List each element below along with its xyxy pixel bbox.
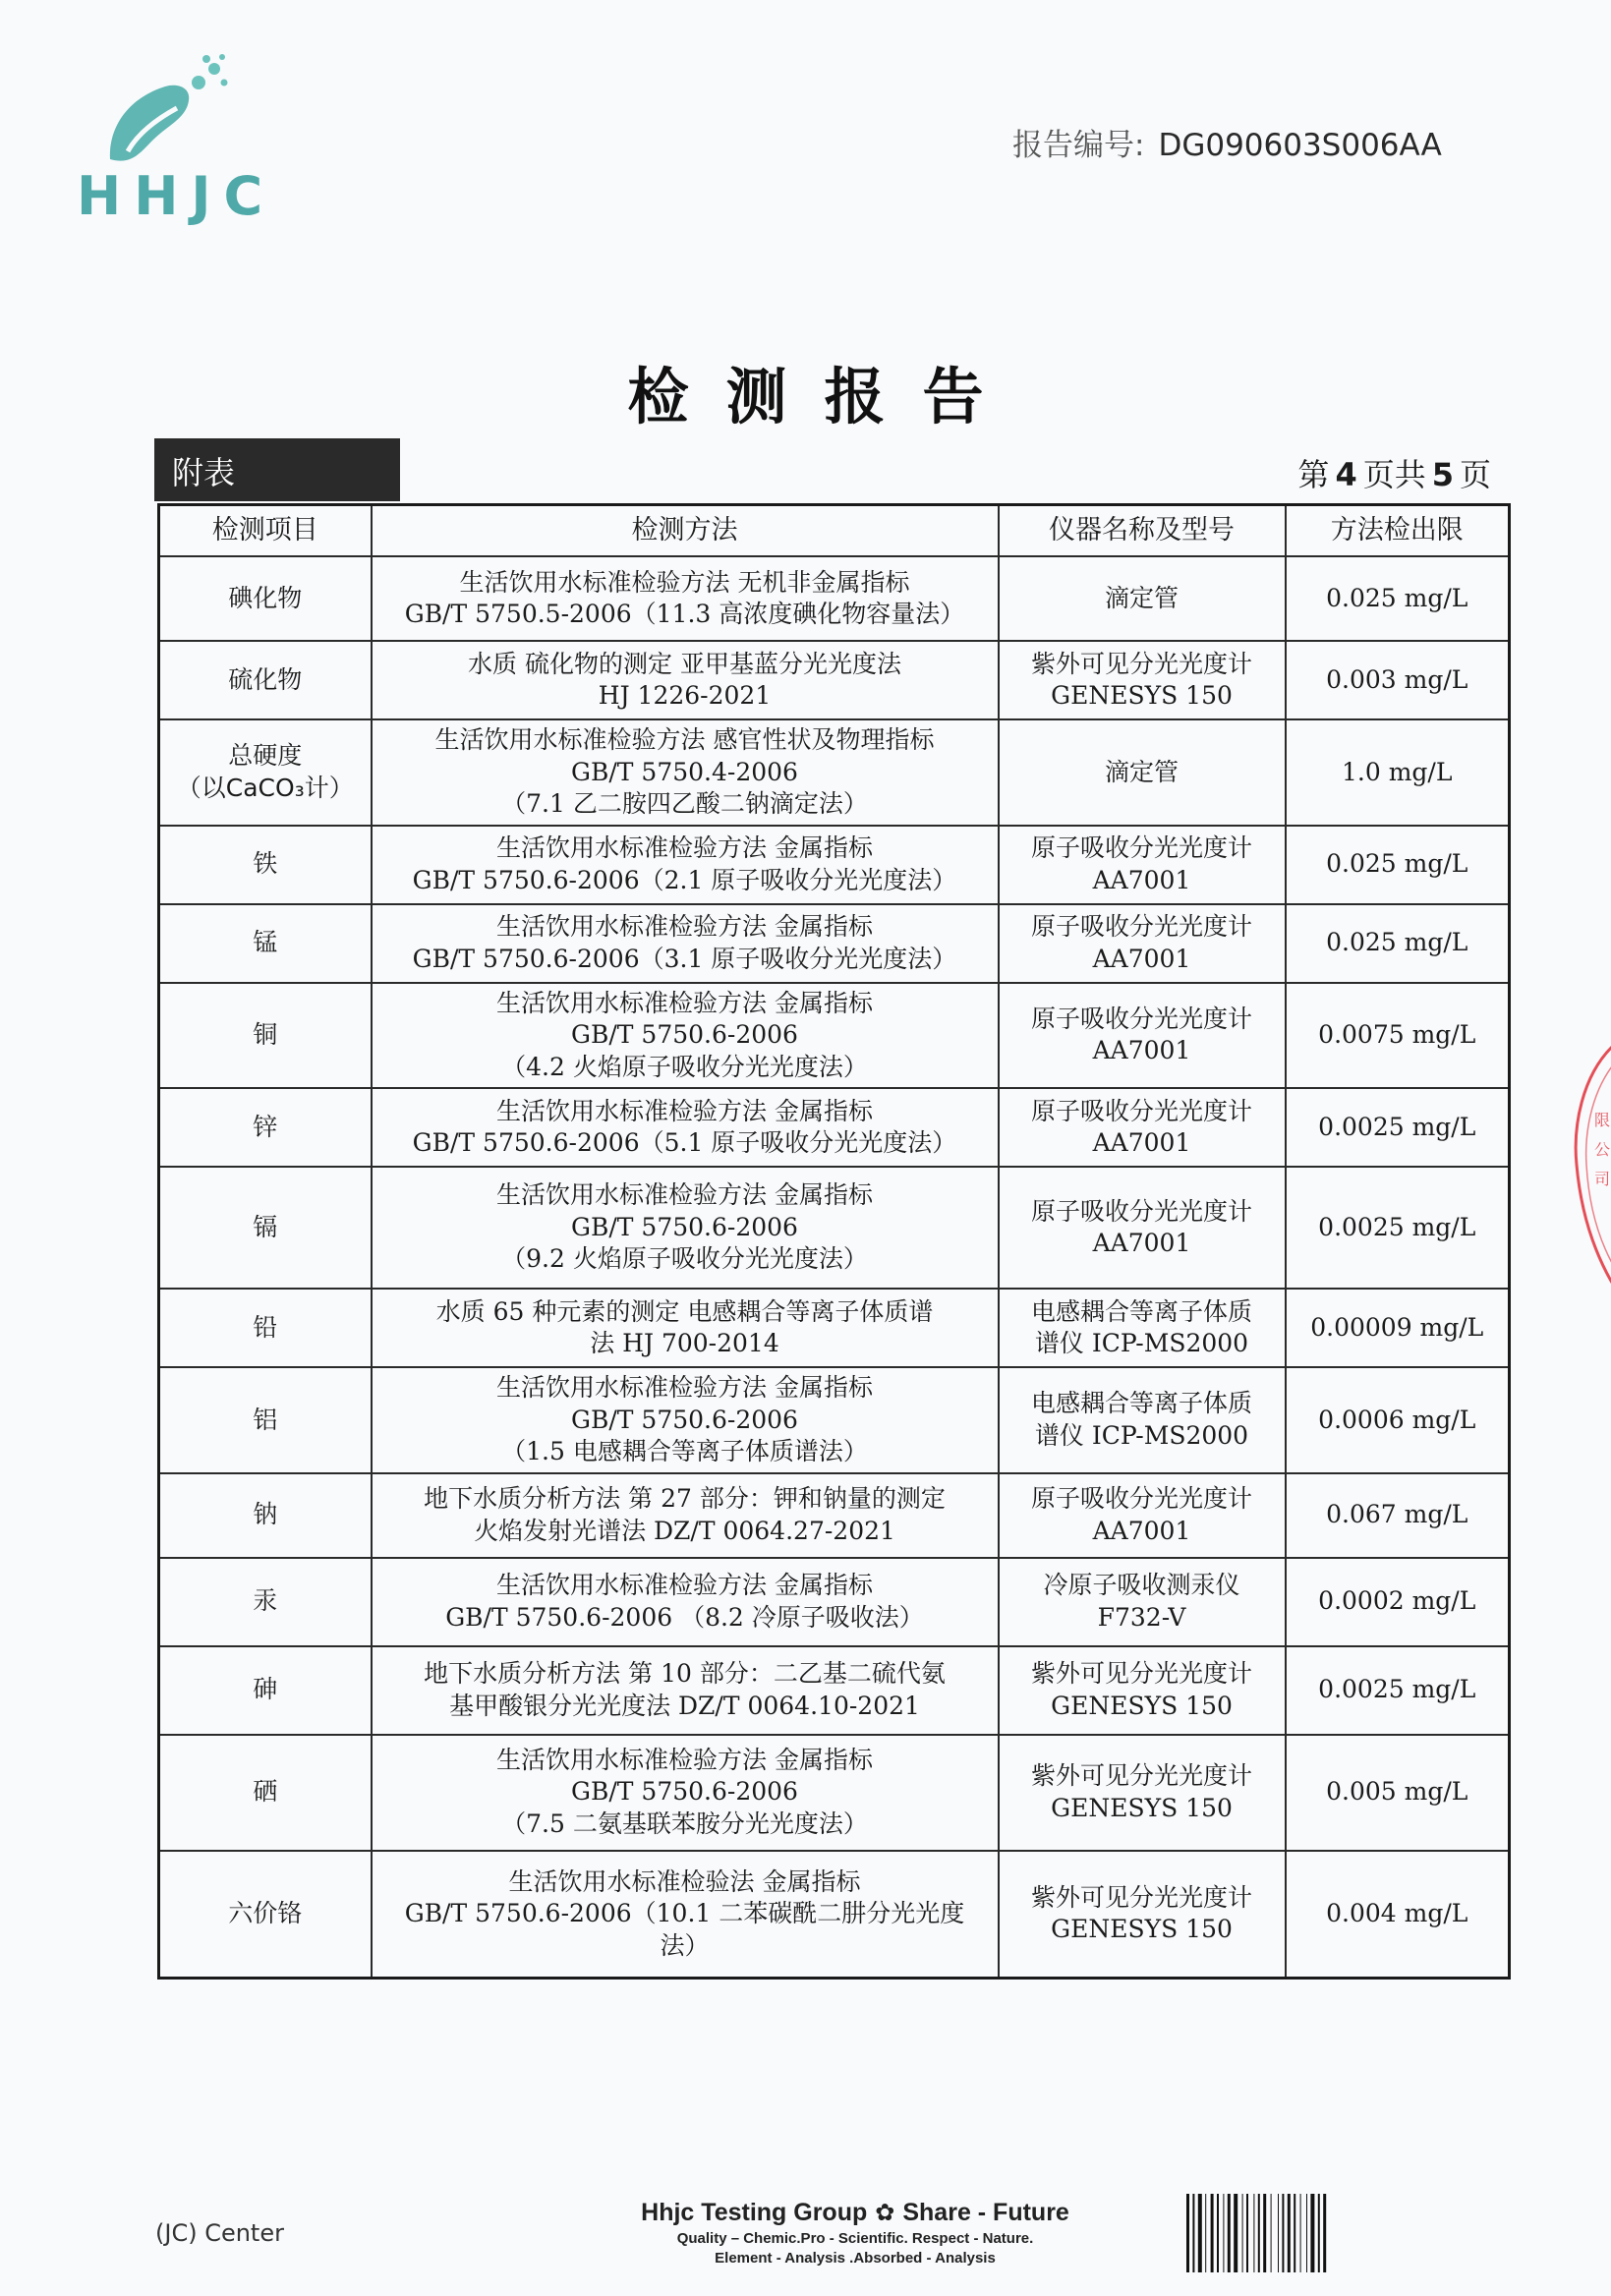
instrument-cell-line: 原子吸收分光光度计	[1030, 1484, 1252, 1513]
header-limit: 方法检出限	[1286, 505, 1510, 557]
test-method-cell-line: （7.1 乙二胺四乙酸二钠滴定法）	[501, 789, 868, 818]
report-number-value: DG090603S006AA	[1158, 128, 1442, 163]
test-method-cell-line: GB/T 5750.6-2006 （8.2 冷原子吸收法）	[445, 1602, 924, 1632]
instrument-cell-line: 紫外可见分光光度计	[1030, 1761, 1252, 1790]
instrument-cell-line: 紫外可见分光光度计	[1030, 1882, 1252, 1912]
instrument-cell-line: GENESYS 150	[1051, 1915, 1233, 1944]
instrument-cell-line: 电感耦合等离子体质	[1030, 1296, 1252, 1326]
test-method-cell	[372, 641, 999, 719]
barcode	[1184, 2194, 1425, 2272]
test-method-cell-line: 生活饮用水标准检验方法 金属指标	[496, 833, 873, 862]
test-method-cell-line: （1.5 电感耦合等离子体质谱法）	[501, 1437, 868, 1465]
instrument-cell	[999, 1167, 1286, 1289]
svg-text:限: 限	[1594, 1111, 1611, 1129]
instrument-cell-line: AA7001	[1092, 944, 1191, 973]
instrument-cell-line: 原子吸收分光光度计	[1030, 1196, 1252, 1226]
test-method-cell-line: GB/T 5750.6-2006（2.1 原子吸收分光光度法）	[412, 865, 957, 894]
test-item-cell	[159, 1735, 372, 1851]
detection-limit-cell: 0.0002 mg/L	[1286, 1558, 1510, 1646]
instrument-cell-line: GENESYS 150	[1051, 681, 1233, 710]
test-method-cell-line: （4.2 火焰原子吸收分光光度法）	[501, 1052, 868, 1081]
footer-brand-right: Share - Future	[902, 2199, 1069, 2226]
test-method-cell	[372, 1088, 999, 1167]
test-method-cell-line: 水质 65 种元素的测定 电感耦合等离子体质谱	[435, 1296, 934, 1326]
instrument-cell	[999, 1088, 1286, 1167]
test-item-cell-line: 砷	[253, 1675, 278, 1704]
test-item-cell	[159, 904, 372, 983]
detection-limit-cell: 1.0 mg/L	[1286, 719, 1510, 826]
table-row	[159, 641, 1510, 719]
table-row	[159, 719, 1510, 826]
test-item-cell-line: 铜	[253, 1020, 278, 1049]
test-method-cell-line: GB/T 5750.6-2006	[571, 1405, 798, 1434]
test-method-cell-line: 生活饮用水标准检验方法 金属指标	[496, 988, 873, 1017]
test-method-cell-line: 生活饮用水标准检验方法 金属指标	[496, 1180, 873, 1210]
instrument-cell	[999, 1558, 1286, 1646]
instrument-cell	[999, 983, 1286, 1089]
test-item-cell	[159, 1088, 372, 1167]
test-item-cell-line: 汞	[253, 1586, 278, 1616]
instrument-cell	[999, 1851, 1286, 1979]
table-row	[159, 904, 1510, 983]
instrument-cell-line: GENESYS 150	[1051, 1793, 1233, 1822]
test-method-cell-line: 火焰发射光谱法 DZ/T 0064.27-2021	[474, 1516, 895, 1545]
table-row	[159, 1473, 1510, 1558]
detection-limit-cell: 0.005 mg/L	[1286, 1735, 1510, 1851]
detection-limit-cell: 0.025 mg/L	[1286, 904, 1510, 983]
table-row	[159, 1088, 1510, 1167]
test-method-cell	[372, 1289, 999, 1367]
instrument-cell-line: AA7001	[1092, 1128, 1191, 1157]
test-method-cell	[372, 1558, 999, 1646]
test-item-cell-line: 硒	[253, 1777, 278, 1807]
table-row	[159, 826, 1510, 904]
instrument-cell	[999, 641, 1286, 719]
test-item-cell-line: 硫化物	[228, 664, 303, 694]
test-method-cell-line: 生活饮用水标准检验方法 金属指标	[496, 1096, 873, 1125]
test-method-cell-line: HJ 1226-2021	[598, 681, 772, 710]
test-item-cell	[159, 1851, 372, 1979]
test-item-cell-line: 六价铬	[228, 1899, 303, 1927]
test-method-cell-line: （7.5 二氨基联苯胺分光光度法）	[501, 1808, 868, 1838]
test-item-cell	[159, 1367, 372, 1473]
instrument-cell	[999, 1735, 1286, 1851]
test-item-cell	[159, 1558, 372, 1646]
test-item-cell	[159, 826, 372, 904]
detection-limit-cell: 0.025 mg/L	[1286, 826, 1510, 904]
instrument-cell-line: F732-V	[1097, 1602, 1186, 1632]
test-item-cell-line: 锌	[253, 1112, 278, 1141]
instrument-cell	[999, 1473, 1286, 1558]
table-row	[159, 1851, 1510, 1979]
seal-stamp	[1573, 1037, 1611, 1292]
test-method-cell-line: GB/T 5750.6-2006	[571, 1020, 798, 1049]
instrument-cell-line: 原子吸收分光光度计	[1030, 833, 1252, 862]
page-prefix: 第	[1297, 456, 1330, 493]
test-method-cell-line: GB/T 5750.6-2006（10.1 二苯碳酰二肼分光光度	[404, 1899, 965, 1927]
test-item-cell-line: 镉	[253, 1212, 278, 1241]
table-row	[159, 983, 1510, 1089]
appendix-label: 附表	[154, 438, 400, 501]
table-header-row	[159, 505, 1510, 557]
instrument-cell	[999, 1367, 1286, 1473]
test-method-cell	[372, 1367, 999, 1473]
test-item-cell-line: 钠	[253, 1500, 278, 1529]
test-method-cell-line: GB/T 5750.6-2006	[571, 1212, 798, 1241]
instrument-cell-line: AA7001	[1092, 865, 1191, 894]
flower-icon: ✿	[875, 2200, 895, 2226]
test-method-cell	[372, 719, 999, 826]
svg-text:司: 司	[1594, 1170, 1611, 1188]
instrument-cell-line: GENESYS 150	[1051, 1691, 1233, 1720]
instrument-cell-line: 紫外可见分光光度计	[1030, 649, 1252, 678]
detection-limit-cell: 0.025 mg/L	[1286, 556, 1510, 641]
detection-limit-cell: 0.0006 mg/L	[1286, 1367, 1510, 1473]
page-current: 4	[1335, 456, 1357, 493]
header-instrument: 仪器名称及型号	[999, 505, 1286, 557]
test-item-cell	[159, 556, 372, 641]
instrument-cell-line: 电感耦合等离子体质	[1030, 1389, 1252, 1418]
test-item-cell-line: 碘化物	[228, 583, 303, 612]
instrument-cell-line: AA7001	[1092, 1036, 1191, 1065]
detection-limit-cell: 0.067 mg/L	[1286, 1473, 1510, 1558]
instrument-cell	[999, 556, 1286, 641]
table-row	[159, 1558, 1510, 1646]
test-item-cell	[159, 1646, 372, 1735]
test-method-cell-line: GB/T 5750.6-2006（5.1 原子吸收分光光度法）	[412, 1128, 957, 1157]
test-method-cell-line: GB/T 5750.6-2006	[571, 1777, 798, 1807]
report-number	[1012, 120, 1442, 164]
detection-limit-cell: 0.0075 mg/L	[1286, 983, 1510, 1089]
footer-center-label: (JC) Center	[155, 2219, 284, 2247]
test-item-cell-line: 铁	[253, 849, 278, 879]
test-method-cell	[372, 556, 999, 641]
page-suffix: 页	[1459, 456, 1491, 493]
footer-brand	[629, 2199, 1081, 2267]
test-method-cell	[372, 1735, 999, 1851]
test-item-cell	[159, 719, 372, 826]
table-row	[159, 1646, 1510, 1735]
test-method-cell-line: 生活饮用水标准检验方法 金属指标	[496, 1571, 873, 1599]
test-item-cell	[159, 1167, 372, 1289]
test-item-cell-line: 锰	[253, 928, 278, 957]
instrument-cell	[999, 826, 1286, 904]
instrument-cell-line: 原子吸收分光光度计	[1030, 1096, 1252, 1125]
test-method-cell-line: GB/T 5750.6-2006（3.1 原子吸收分光光度法）	[412, 944, 957, 973]
test-method-cell	[372, 1167, 999, 1289]
svg-text:公: 公	[1594, 1140, 1611, 1159]
instrument-cell-line: 谱仪 ICP-MS2000	[1034, 1329, 1249, 1357]
report-number-label: 报告编号:	[1012, 128, 1145, 163]
detection-limit-cell: 0.004 mg/L	[1286, 1851, 1510, 1979]
footer-tagline-2: Element - Analysis .Absorbed - Analysis	[715, 2250, 996, 2267]
table-row	[159, 1167, 1510, 1289]
page-title: 检测报告	[627, 361, 1021, 432]
detection-limit-cell: 0.0025 mg/L	[1286, 1088, 1510, 1167]
detection-limit-cell: 0.00009 mg/L	[1286, 1289, 1510, 1367]
test-method-cell-line: 基甲酸银分光光度法 DZ/T 0064.10-2021	[449, 1691, 920, 1720]
instrument-cell-line: 原子吸收分光光度计	[1030, 1004, 1252, 1033]
results-table	[157, 503, 1511, 1980]
table-row	[159, 556, 1510, 641]
instrument-cell-line: 滴定管	[1104, 757, 1179, 786]
test-method-cell-line: 法）	[660, 1930, 710, 1960]
test-method-cell-line: GB/T 5750.4-2006	[571, 757, 798, 786]
test-item-cell-line: 铝	[253, 1405, 278, 1434]
test-item-cell	[159, 1473, 372, 1558]
detection-limit-cell: 0.0025 mg/L	[1286, 1646, 1510, 1735]
test-method-cell-line: 生活饮用水标准检验法 金属指标	[508, 1866, 861, 1896]
test-method-cell	[372, 1646, 999, 1735]
test-item-cell	[159, 641, 372, 719]
instrument-cell-line: 谱仪 ICP-MS2000	[1034, 1420, 1249, 1450]
test-method-cell-line: 生活饮用水标准检验方法 无机非金属指标	[459, 567, 910, 597]
page-indicator	[1297, 450, 1491, 495]
test-method-cell-line: 法 HJ 700-2014	[590, 1329, 779, 1357]
test-item-cell	[159, 1289, 372, 1367]
test-method-cell-line: 生活饮用水标准检验方法 金属指标	[496, 1373, 873, 1402]
test-item-cell	[159, 983, 372, 1089]
page-total: 5	[1431, 456, 1454, 493]
detection-limit-cell: 0.003 mg/L	[1286, 641, 1510, 719]
instrument-cell	[999, 719, 1286, 826]
test-method-cell	[372, 1473, 999, 1558]
logo-wordmark: HHJC	[77, 165, 276, 227]
instrument-cell-line: AA7001	[1092, 1516, 1191, 1545]
table-row	[159, 1289, 1510, 1367]
test-method-cell-line: GB/T 5750.5-2006（11.3 高浓度碘化物容量法）	[404, 600, 965, 628]
instrument-cell	[999, 1646, 1286, 1735]
test-method-cell-line: （9.2 火焰原子吸收分光光度法）	[501, 1244, 868, 1274]
test-item-cell-line: 铅	[253, 1312, 278, 1342]
test-method-cell-line: 地下水质分析方法 第 27 部分：钾和钠量的测定	[424, 1484, 946, 1513]
instrument-cell-line: 紫外可见分光光度计	[1030, 1659, 1252, 1688]
instrument-cell-line: 滴定管	[1104, 583, 1179, 612]
test-method-cell-line: 水质 硫化物的测定 亚甲基蓝分光光度法	[468, 649, 901, 678]
test-method-cell	[372, 904, 999, 983]
test-item-cell-line: 总硬度	[228, 741, 303, 771]
instrument-cell-line: 冷原子吸收测汞仪	[1043, 1571, 1240, 1599]
test-method-cell	[372, 983, 999, 1089]
instrument-cell	[999, 904, 1286, 983]
instrument-cell	[999, 1289, 1286, 1367]
detection-limit-cell: 0.0025 mg/L	[1286, 1167, 1510, 1289]
test-method-cell-line: 生活饮用水标准检验方法 金属指标	[496, 1745, 873, 1774]
header-method: 检测方法	[372, 505, 999, 557]
instrument-cell-line: AA7001	[1092, 1229, 1191, 1257]
footer-brand-left: Hhjc Testing Group	[641, 2199, 868, 2226]
page-middle: 页共	[1362, 456, 1426, 493]
instrument-cell-line: 原子吸收分光光度计	[1030, 912, 1252, 941]
table-row	[159, 1735, 1510, 1851]
table-row	[159, 1367, 1510, 1473]
footer-tagline-1: Quality – Chemic.Pro - Scientific. Respect - Nature.	[676, 2230, 1034, 2247]
test-method-cell-line: 地下水质分析方法 第 10 部分：二乙基二硫代氨	[424, 1659, 946, 1688]
test-method-cell-line: 生活饮用水标准检验方法 金属指标	[496, 912, 873, 941]
test-method-cell-line: 生活饮用水标准检验方法 感官性状及物理指标	[434, 725, 935, 754]
test-item-cell-line: （以CaCO₃计）	[176, 773, 354, 802]
test-method-cell	[372, 1851, 999, 1979]
test-method-cell	[372, 826, 999, 904]
header-item: 检测项目	[159, 505, 372, 557]
